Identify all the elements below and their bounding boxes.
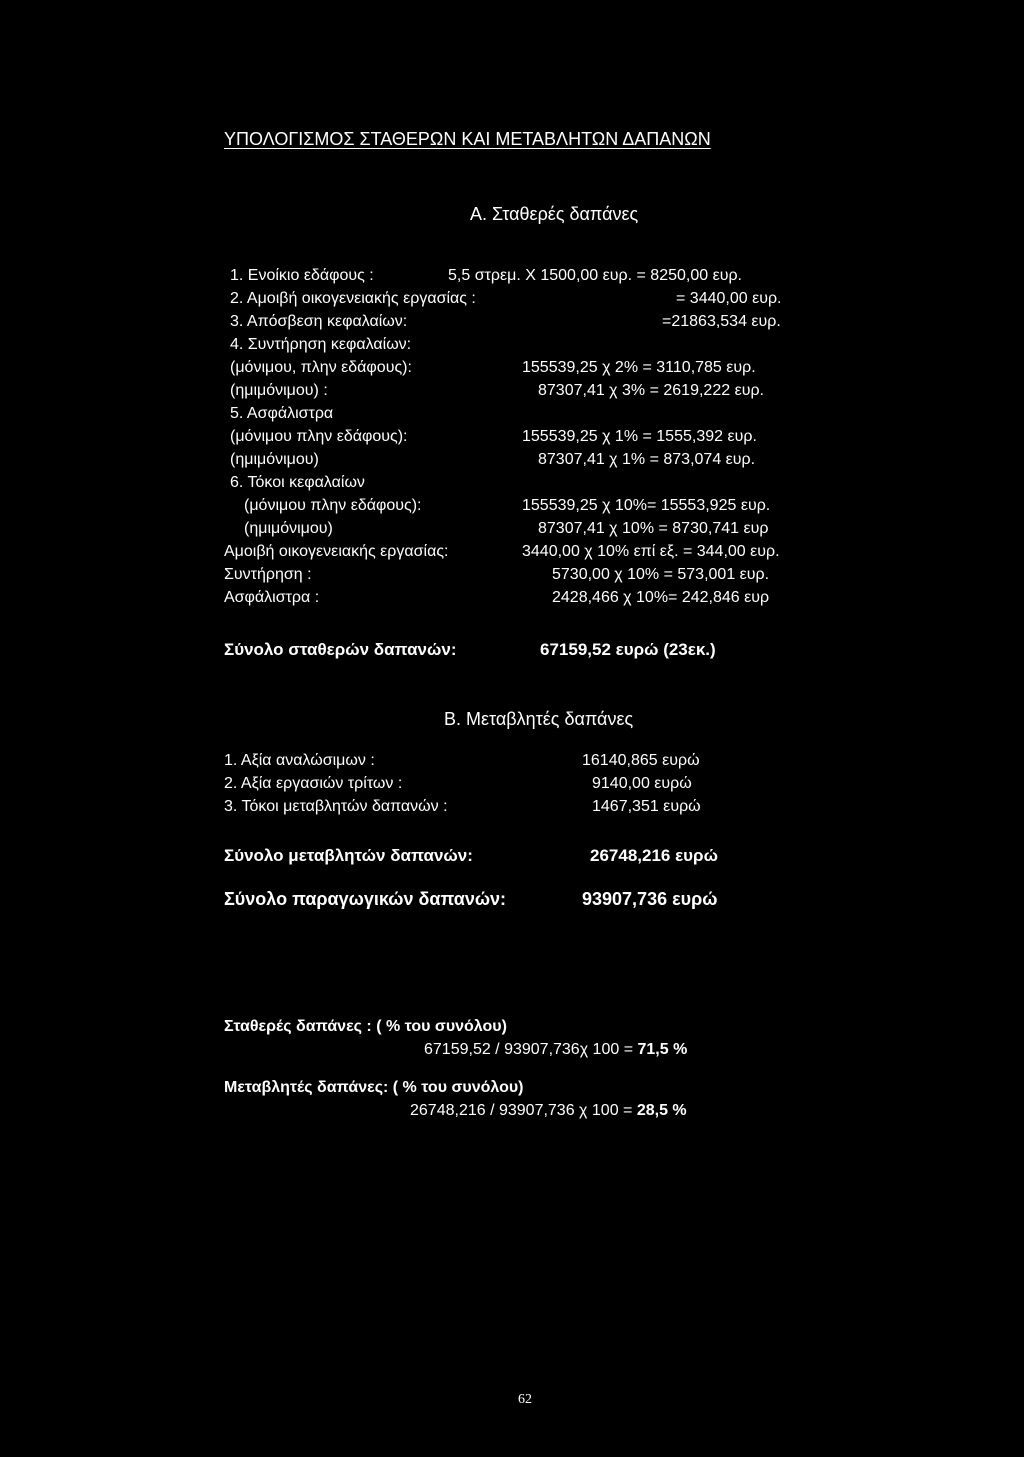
fixed-item-value: = 3440,00 ευρ.: [676, 290, 782, 307]
fixed-item-value: 87307,41 χ 10% = 8730,741 ευρ: [538, 520, 769, 537]
fixed-item-label: (ημιμόνιμου): [230, 451, 319, 468]
fixed-item-value: =21863,534 ευρ.: [662, 313, 781, 330]
fixed-item-value: 155539,25 χ 1% = 1555,392 ευρ.: [522, 428, 757, 445]
fixed-item-value: 5,5 στρεμ. Χ 1500,00 ευρ. = 8250,00 ευρ.: [448, 267, 742, 284]
percent-fixed-result: 71,5 %: [637, 1041, 688, 1058]
section-a-heading: Α. Σταθερές δαπάνες: [470, 204, 639, 224]
percent-fixed-formula-text: 67159,52 / 93907,736χ 100 =: [424, 1041, 634, 1058]
fixed-item-value: 87307,41 χ 1% = 873,074 ευρ.: [538, 451, 756, 468]
fixed-item-label: (μόνιμου πλην εδάφους):: [230, 428, 408, 445]
fixed-item-label: (μόνιμου πλην εδάφους):: [244, 497, 422, 514]
fixed-item-label: 1. Ενοίκιο εδάφους :: [230, 267, 374, 284]
fixed-item-value: 5730,00 χ 10% = 573,001 ευρ.: [552, 566, 770, 583]
fixed-item-value: 3440,00 χ 10% επί εξ. = 344,00 ευρ.: [522, 543, 780, 560]
percent-variable-label: Μεταβλητές δαπάνες: ( % του συνόλου): [224, 1079, 524, 1096]
variable-item-label: 3. Τόκοι μεταβλητών δαπανών :: [224, 798, 448, 815]
fixed-item-label: 2. Αμοιβή οικογενειακής εργασίας :: [230, 290, 476, 307]
fixed-item-label: (ημιμόνιμου) :: [230, 382, 328, 399]
variable-item-label: 1. Αξία αναλώσιμων :: [224, 752, 375, 769]
fixed-item-label: 3. Απόσβεση κεφαλαίων:: [230, 313, 408, 330]
fixed-item-value: 155539,25 χ 2% = 3110,785 ευρ.: [522, 359, 756, 376]
production-total-value: 93907,736 ευρώ: [582, 889, 718, 909]
variable-item-value: 16140,865 ευρώ: [582, 752, 700, 769]
percent-variable-result: 28,5 %: [636, 1102, 687, 1119]
percent-variable-formula: [410, 1103, 687, 1119]
fixed-item-value: 155539,25 χ 10%= 15553,925 ευρ.: [522, 497, 771, 514]
fixed-item-value: 87307,41 χ 3% = 2619,222 ευρ.: [538, 382, 764, 399]
percent-fixed-label: Σταθερές δαπάνες : ( % του συνόλου): [224, 1018, 507, 1035]
variable-total-label: Σύνολο μεταβλητών δαπανών:: [224, 846, 473, 865]
fixed-item-label: Ασφάλιστρα :: [224, 589, 320, 606]
fixed-item-label: Συντήρηση :: [224, 566, 312, 583]
variable-total-value: 26748,216 ευρώ: [590, 846, 718, 865]
fixed-item-label: 6. Τόκοι κεφαλαίων: [230, 474, 365, 491]
percent-variable-formula-text: 26748,216 / 93907,736 χ 100 =: [410, 1102, 633, 1119]
fixed-item-label: Αμοιβή οικογενειακής εργασίας:: [224, 543, 449, 560]
fixed-item-label: (ημιμόνιμου): [244, 520, 333, 537]
percent-fixed-formula: [424, 1042, 687, 1058]
variable-item-value: 9140,00 ευρώ: [592, 775, 692, 792]
page-number: 62: [518, 1392, 532, 1407]
fixed-item-label: 5. Ασφάλιστρα: [230, 405, 334, 422]
fixed-item-label: 4. Συντήρηση κεφαλαίων:: [230, 336, 412, 353]
variable-item-value: 1467,351 ευρώ: [592, 798, 701, 815]
section-b-heading: Β. Μεταβλητές δαπάνες: [444, 709, 634, 729]
variable-item-label: 2. Αξία εργασιών τρίτων :: [224, 775, 403, 792]
fixed-total-value: 67159,52 ευρώ (23εκ.): [540, 640, 716, 659]
fixed-item-label: (μόνιμου, πλην εδάφους):: [230, 359, 412, 376]
page-title: ΥΠΟΛΟΓΙΣΜΟΣ ΣΤΑΘΕΡΩΝ ΚΑΙ ΜΕΤΑΒΛΗΤΩΝ ΔΑΠΑΝΩΝ: [224, 129, 711, 149]
production-total-label: Σύνολο παραγωγικών δαπανών:: [224, 889, 507, 909]
fixed-item-value: 2428,466 χ 10%= 242,846 ευρ: [552, 589, 770, 606]
fixed-total-label: Σύνολο σταθερών δαπανών:: [224, 640, 457, 659]
